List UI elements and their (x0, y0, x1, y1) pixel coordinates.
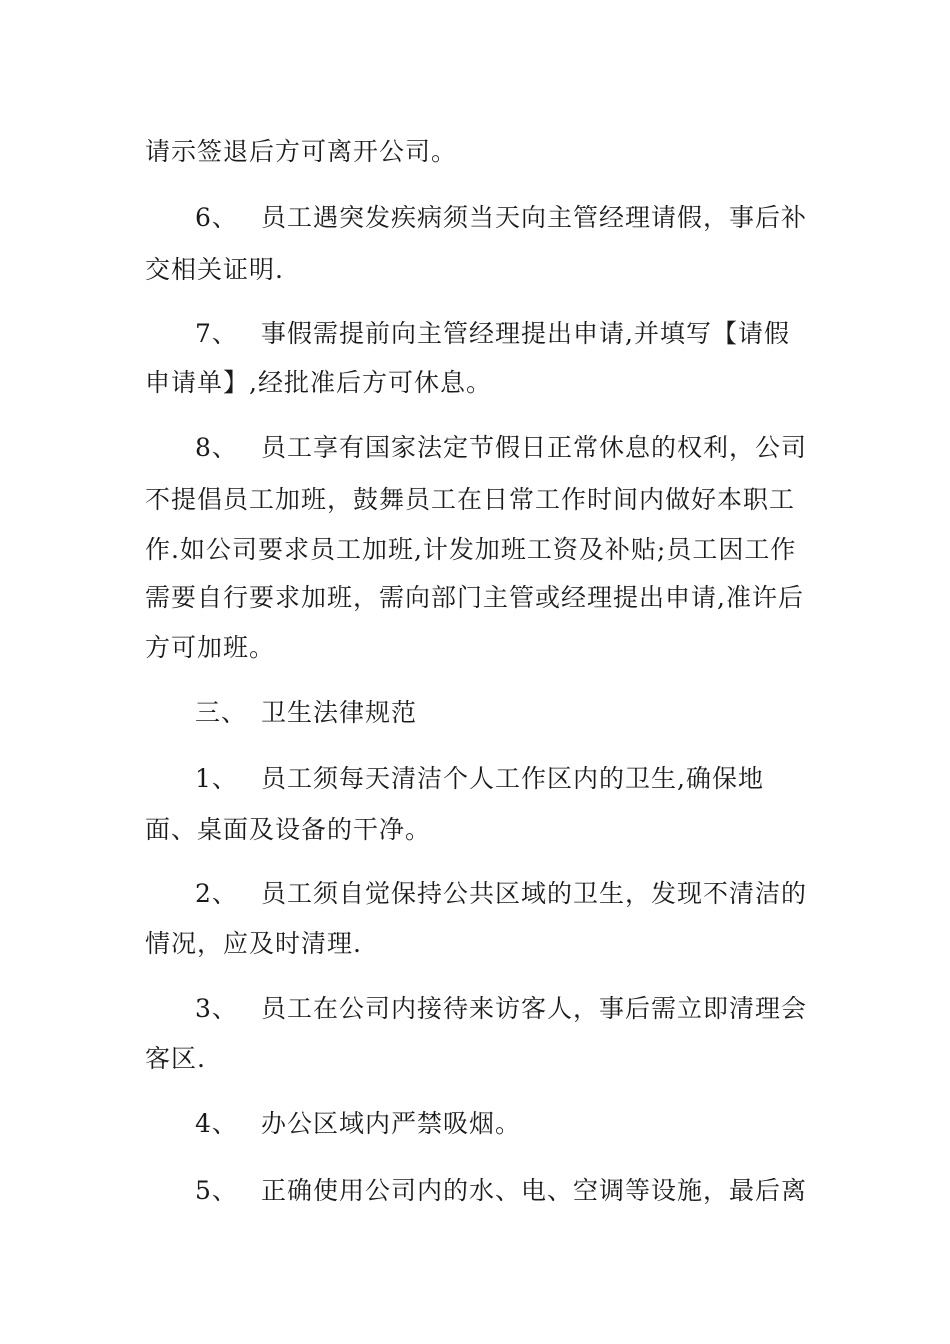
line-text: 员工须每天清洁个人工作区内的卫生,确保地 (261, 764, 764, 793)
line-text: 面、桌面及设备的干净。 (145, 815, 432, 844)
list-item (195, 993, 810, 1025)
line-text: 申请单】,经批准后方可休息。 (145, 368, 492, 397)
text-line (145, 534, 810, 566)
text-line (145, 484, 810, 516)
section-number: 三、 (195, 698, 248, 727)
line-text: 事假需提前向主管经理提出申请,并填写【请假 (261, 319, 790, 348)
text-line (145, 1043, 810, 1075)
line-text: 员工须自觉保持公共区域的卫生，发现不清洁的 (261, 879, 808, 908)
line-text: 员工享有国家法定节假日正常休息的权利，公司 (261, 433, 808, 462)
line-text: 员工遇突发疾病须当天向主管经理请假，事后补 (261, 203, 808, 232)
item-number: 7、 (195, 319, 238, 348)
section-heading (195, 697, 810, 729)
text-line (145, 814, 810, 846)
line-text: 办公区域内严禁吸烟。 (261, 1109, 522, 1138)
section-title: 卫生法律规范 (261, 698, 418, 727)
item-number: 4、 (195, 1109, 238, 1138)
text-line (145, 928, 810, 960)
item-number: 8、 (195, 433, 238, 462)
line-text: 需要自行要求加班，需向部门主管或经理提出申请,准许后 (145, 583, 804, 612)
text-line (145, 367, 810, 399)
item-number: 5、 (195, 1176, 238, 1205)
list-item (195, 1108, 810, 1140)
line-text: 员工在公司内接待来访客人，事后需立即清理会 (261, 994, 808, 1023)
text-line (145, 136, 810, 168)
text-line (145, 632, 810, 664)
list-item (195, 318, 810, 350)
list-item (195, 1175, 810, 1207)
text-line (145, 254, 810, 286)
item-number: 6、 (195, 203, 238, 232)
item-number: 1、 (195, 764, 238, 793)
line-text: 方可加班。 (145, 633, 276, 662)
item-number: 2、 (195, 879, 238, 908)
line-text: 情况，应及时清理. (145, 929, 362, 958)
line-text: 交相关证明. (145, 255, 284, 284)
list-item (195, 432, 810, 464)
line-text: 客区. (145, 1044, 206, 1073)
text-line (145, 582, 810, 614)
line-text: 不提倡员工加班，鼓舞员工在日常工作时间内做好本职工 (145, 485, 796, 514)
line-text: 作.如公司要求员工加班,计发加班工资及补贴;员工因工作 (145, 535, 797, 564)
item-number: 3、 (195, 994, 238, 1023)
line-text: 请示签退后方可离开公司。 (145, 137, 458, 166)
list-item (195, 763, 810, 795)
line-text: 正确使用公司内的水、电、空调等设施，最后离 (261, 1176, 808, 1205)
list-item (195, 878, 810, 910)
list-item (195, 202, 810, 234)
